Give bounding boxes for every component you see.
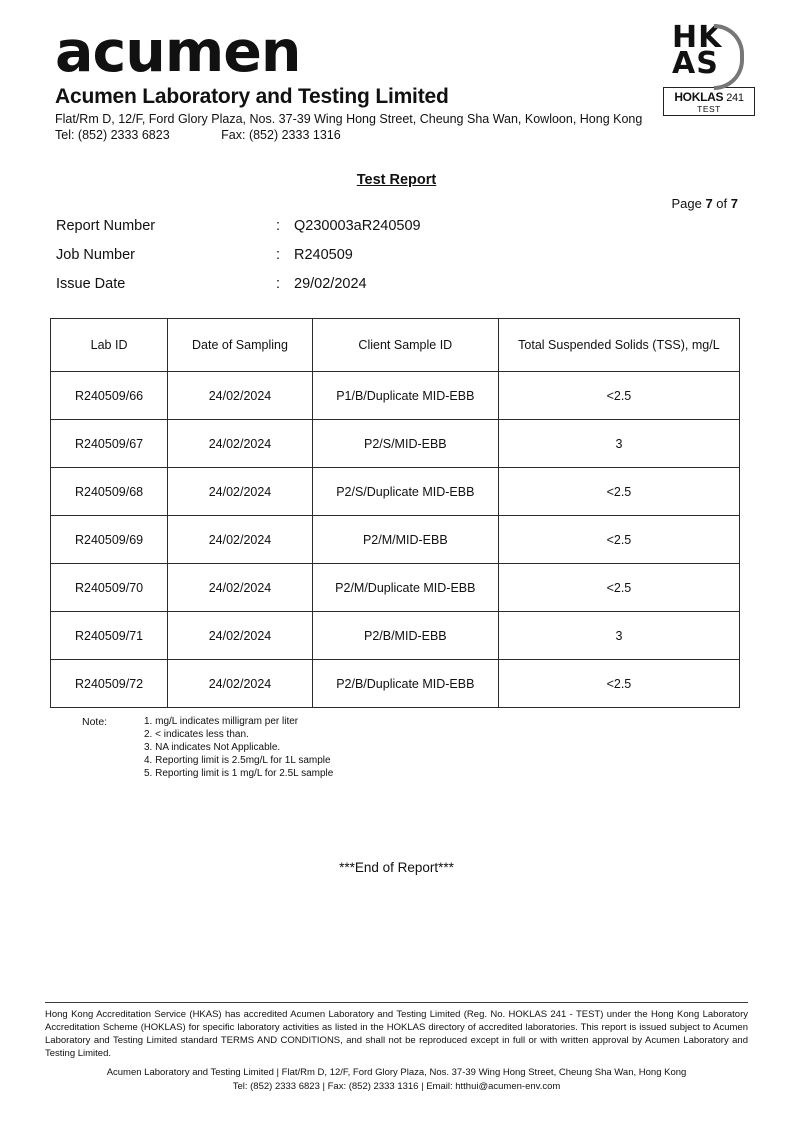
hoklas-type: TEST (697, 104, 721, 114)
table-row (51, 660, 740, 708)
hkas-swoosh-icon (714, 24, 744, 90)
cell-client-sample-id: P2/M/Duplicate MID-EBB (312, 564, 498, 612)
results-table-container (50, 318, 740, 708)
footer-company-line: Acumen Laboratory and Testing Limited | Flat/Rm D, 12/F, Ford Glory Plaza, Nos. 37-39 Wing Hong Street, Cheung Sha Wan, Hong Kong (106, 1067, 687, 1079)
table-row (51, 420, 740, 468)
meta-row-job-number (56, 247, 716, 263)
hkas-logo-line2: AS (672, 46, 719, 81)
column-header-lab-id: Lab ID (51, 319, 168, 372)
table-row (51, 516, 740, 564)
results-table (50, 318, 740, 708)
hoklas-scheme-line (667, 90, 751, 104)
table-row (51, 612, 740, 660)
cell-lab-id: R240509/71 (51, 612, 168, 660)
meta-label: Job Number (56, 247, 135, 263)
cell-lab-id: R240509/72 (51, 660, 168, 708)
page-middle: of (716, 196, 728, 211)
cell-date: 24/02/2024 (168, 420, 313, 468)
meta-label: Issue Date (56, 276, 126, 292)
company-fax: Fax: (852) 2333 1316 (221, 128, 341, 142)
meta-colon: : (276, 276, 281, 292)
cell-tss: <2.5 (498, 468, 739, 516)
cell-tss: <2.5 (498, 372, 739, 420)
cell-date: 24/02/2024 (168, 612, 313, 660)
column-header-date-of-sampling: Date of Sampling (168, 319, 313, 372)
meta-row-issue-date (56, 276, 716, 292)
table-row (51, 564, 740, 612)
note-item: 1. mg/L indicates milligram per liter (144, 716, 299, 727)
cell-client-sample-id: P1/B/Duplicate MID-EBB (312, 372, 498, 420)
table-header-row (51, 319, 740, 372)
cell-date: 24/02/2024 (168, 468, 313, 516)
cell-tss: 3 (498, 420, 739, 468)
notes-section (82, 716, 333, 781)
company-tel: Tel: (852) 2333 6823 (55, 128, 170, 142)
column-header-client-sample-id: Client Sample ID (312, 319, 498, 372)
cell-date: 24/02/2024 (168, 372, 313, 420)
cell-lab-id: R240509/70 (51, 564, 168, 612)
column-header-tss: Total Suspended Solids (TSS), mg/L (498, 319, 739, 372)
footer-accreditation-text: Hong Kong Accreditation Service (HKAS) has accredited Acumen Laboratory and Testing Limited (Reg. No. HOKLAS 241 - TEST) under the Hong Kong Laboratory Accreditation Scheme (HOKLAS) for specific laboratory activities as listed in the HOKLAS directory of accredited laboratories. This report is issued subject to Acumen Laboratory and Testing Limited standard TERMS AND CONDITIONS, and shall not be reproduced except in full or with written approval by Acumen Laboratory and Testing Limited. (45, 1009, 748, 1059)
meta-row-report-number (56, 218, 716, 234)
footer-contact-line: Tel: (852) 2333 6823 | Fax: (852) 2333 1316 | Email: htthui@acumen-env.com (232, 1081, 561, 1093)
page-title: Test Report (356, 172, 437, 188)
page-prefix: Page (671, 196, 702, 211)
end-of-report-marker: ***End of Report*** (339, 860, 454, 875)
acumen-logo: acumen (55, 19, 301, 85)
cell-lab-id: R240509/69 (51, 516, 168, 564)
company-name: Acumen Laboratory and Testing Limited (55, 85, 449, 108)
cell-tss: <2.5 (498, 564, 739, 612)
cell-client-sample-id: P2/B/MID-EBB (312, 612, 498, 660)
cell-client-sample-id: P2/B/Duplicate MID-EBB (312, 660, 498, 708)
document-header (55, 19, 753, 142)
hkas-logo-line1: HK (672, 20, 723, 55)
page-total: 7 (730, 196, 738, 211)
cell-client-sample-id: P2/S/MID-EBB (312, 420, 498, 468)
note-item: 2. < indicates less than. (144, 729, 249, 740)
meta-colon: : (276, 218, 281, 234)
notes-list (144, 716, 333, 781)
cell-date: 24/02/2024 (168, 564, 313, 612)
document-footer (45, 1002, 748, 1094)
cell-date: 24/02/2024 (168, 660, 313, 708)
company-contact (55, 128, 753, 142)
meta-value-job-number: R240509 (294, 247, 353, 263)
hoklas-registration-box (663, 87, 755, 116)
cell-tss: <2.5 (498, 660, 739, 708)
hoklas-scheme: HOKLAS (674, 90, 724, 104)
meta-label: Report Number (56, 218, 156, 234)
hkas-mark-icon (672, 22, 746, 84)
cell-client-sample-id: P2/M/MID-EBB (312, 516, 498, 564)
hkas-accreditation-logo (663, 22, 755, 116)
table-row (51, 468, 740, 516)
meta-value-issue-date: 29/02/2024 (294, 276, 367, 292)
cell-tss: <2.5 (498, 516, 739, 564)
cell-lab-id: R240509/66 (51, 372, 168, 420)
notes-label: Note: (82, 716, 108, 728)
table-row (51, 372, 740, 420)
cell-lab-id: R240509/67 (51, 420, 168, 468)
report-meta (56, 218, 716, 305)
cell-lab-id: R240509/68 (51, 468, 168, 516)
footer-divider (45, 1002, 748, 1003)
meta-value-report-number: Q230003aR240509 (294, 218, 421, 234)
page-current: 7 (705, 196, 713, 211)
note-item: 4. Reporting limit is 2.5mg/L for 1L sample (144, 755, 331, 766)
hoklas-number: 241 (726, 92, 744, 104)
note-item: 5. Reporting limit is 1 mg/L for 2.5L sample (144, 768, 334, 779)
meta-colon: : (276, 247, 281, 263)
cell-tss: 3 (498, 612, 739, 660)
page-indicator (671, 196, 738, 211)
cell-client-sample-id: P2/S/Duplicate MID-EBB (312, 468, 498, 516)
company-address: Flat/Rm D, 12/F, Ford Glory Plaza, Nos. 37-39 Wing Hong Street, Cheung Sha Wan, Kowloon, Hong Kong (55, 112, 643, 126)
note-item: 3. NA indicates Not Applicable. (144, 742, 281, 753)
cell-date: 24/02/2024 (168, 516, 313, 564)
